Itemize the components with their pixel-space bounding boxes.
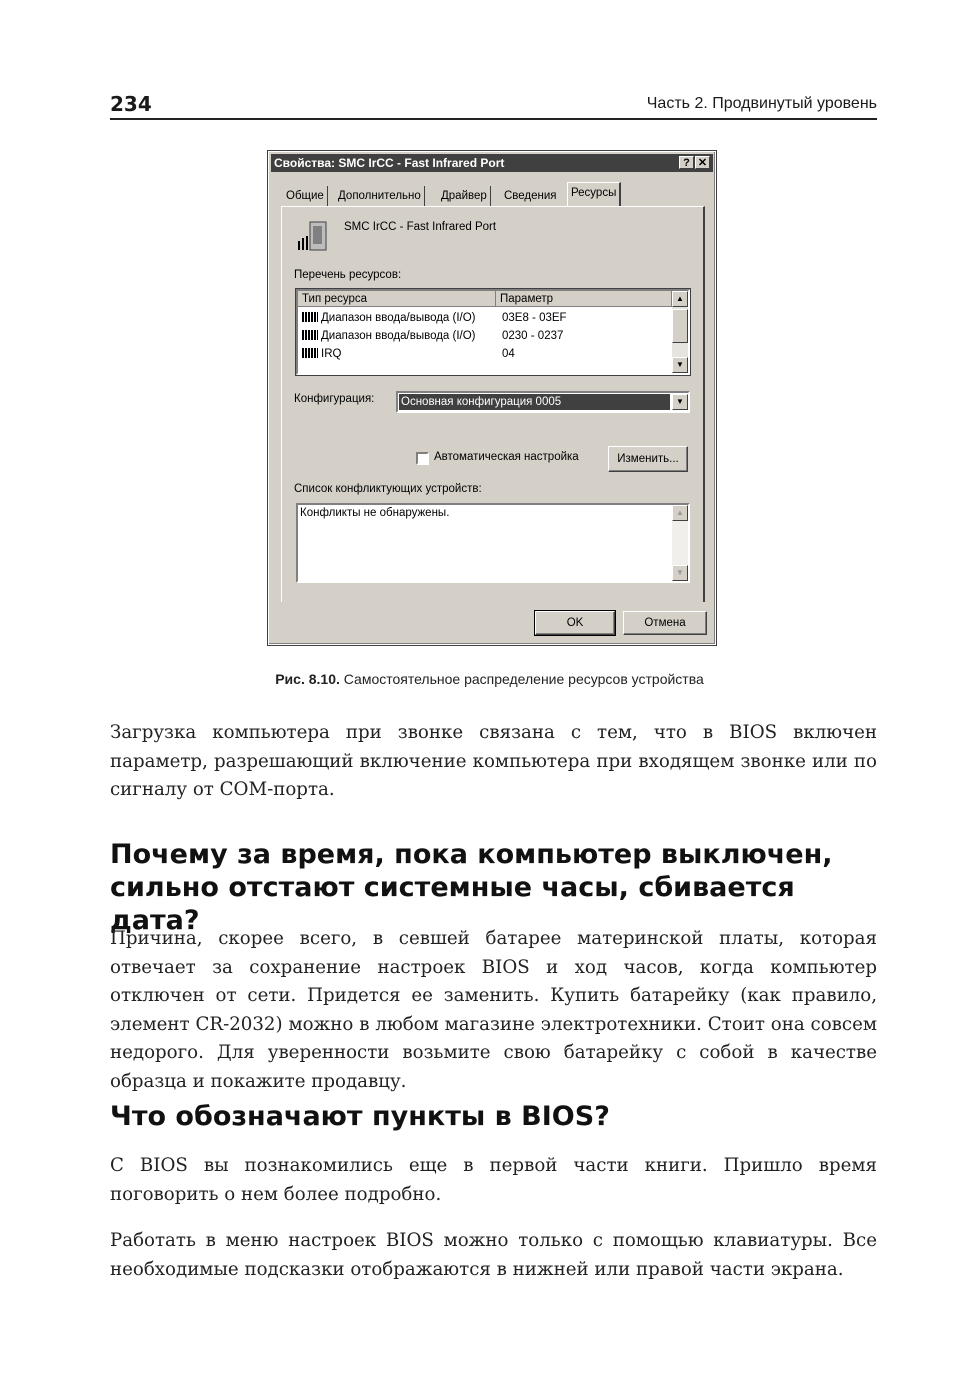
cancel-button[interactable]: Отмена (623, 611, 707, 635)
scroll-up-icon[interactable]: ▲ (672, 291, 688, 307)
resources-panel (281, 206, 705, 602)
help-button[interactable]: ? (679, 156, 694, 169)
figure-number: Рис. 8.10. (275, 671, 340, 687)
scroll-down-icon[interactable]: ▼ (672, 565, 688, 581)
conflicts-box[interactable] (296, 503, 690, 583)
conflicts-scrollbar[interactable] (672, 505, 688, 581)
conflicts-label: Список конфликтующих устройств: (294, 483, 482, 495)
resource-row[interactable] (302, 345, 341, 363)
section-heading-bios-items: Что обозначают пункты в BIOS? (110, 1101, 610, 1132)
figure-caption (0, 671, 979, 687)
config-select[interactable] (396, 391, 690, 413)
infrared-port-icon (296, 219, 330, 255)
page-number: 234 (110, 92, 152, 116)
paragraph-boot-on-call: Загрузка компьютера при звонке связана с тем, что в BIOS включен параметр, разрешающий включение компьютера при входящем звонке или по сигналу от COM-порта. (110, 722, 877, 800)
resources-label: Перечень ресурсов: (294, 269, 402, 281)
scroll-thumb[interactable] (672, 309, 688, 343)
device-name: SMC IrCC - Fast Infrared Port (344, 221, 497, 233)
auto-config-label: Автоматическая настройка (434, 451, 579, 463)
resource-value: 03E8 - 03EF (502, 312, 567, 324)
memory-chip-icon (302, 330, 318, 340)
resources-scrollbar[interactable] (672, 291, 688, 373)
scroll-down-icon[interactable]: ▼ (672, 357, 688, 373)
paragraph-battery: Причина, скорее всего, в севшей батарее материнской платы, которая отвечает за сохранение настроек BIOS и ход часов, когда компьютер отключен от сети. Придется ее заменить. Купить батарейку (как правило, элемент CR-2032) можно в любом магазине электротехники. Стоит она совсем недорого. Для уверенности возьмите свою батарейку с собой в качестве образца и покажите продавцу. (110, 928, 877, 1092)
tab-general[interactable]: Общие (283, 186, 328, 206)
ok-button[interactable]: OK (535, 611, 615, 635)
paragraph-bios-intro: С BIOS вы познакомились еще в первой части книги. Пришло время поговорить о нем более подробно. (110, 1155, 877, 1205)
running-header (110, 92, 877, 120)
close-button[interactable]: ✕ (695, 156, 710, 169)
column-header-param[interactable]: Параметр (496, 291, 672, 307)
chevron-down-icon[interactable]: ▼ (672, 394, 688, 410)
device-properties-dialog (268, 151, 716, 645)
config-value: Основная конфигурация 0005 (399, 394, 670, 410)
section-heading-clock: Почему за время, пока компьютер выключен, сильно отстают системные часы, сбивается дата? (110, 839, 833, 936)
tab-advanced[interactable]: Дополнительно (335, 186, 425, 206)
figure-caption-text: Самостоятельное распределение ресурсов устройства (343, 671, 704, 687)
resource-row[interactable] (302, 309, 476, 327)
change-button[interactable]: Изменить... (608, 446, 688, 472)
resource-type: Диапазон ввода/вывода (I/O) (321, 330, 476, 342)
running-title: Часть 2. Продвинутый уровень (646, 95, 877, 112)
conflicts-text: Конфликты не обнаружены. (300, 507, 450, 519)
dialog-title: Свойства: SMC IrCC - Fast Infrared Port (274, 156, 505, 170)
tab-details[interactable]: Сведения (504, 190, 557, 202)
tab-resources[interactable]: Ресурсы (567, 182, 621, 207)
scroll-up-icon[interactable]: ▲ (672, 505, 688, 521)
resource-value: 04 (502, 348, 515, 360)
resources-list[interactable] (296, 289, 690, 375)
auto-config-checkbox[interactable] (416, 452, 429, 465)
config-label: Конфигурация: (294, 393, 375, 405)
tab-driver[interactable]: Драйвер (438, 186, 491, 206)
resource-row[interactable] (302, 327, 476, 345)
dialog-title-bar (271, 154, 713, 172)
memory-chip-icon (302, 348, 318, 358)
resource-value: 0230 - 0237 (502, 330, 564, 342)
memory-chip-icon (302, 312, 318, 322)
resource-type: Диапазон ввода/вывода (I/O) (321, 312, 476, 324)
paragraph-bios-keyboard: Работать в меню настроек BIOS можно только с помощью клавиатуры. Все необходимые подсказки отображаются в нижней или правой части экрана. (110, 1230, 877, 1280)
resource-type: IRQ (321, 348, 342, 360)
column-header-type[interactable]: Тип ресурса (298, 291, 496, 307)
